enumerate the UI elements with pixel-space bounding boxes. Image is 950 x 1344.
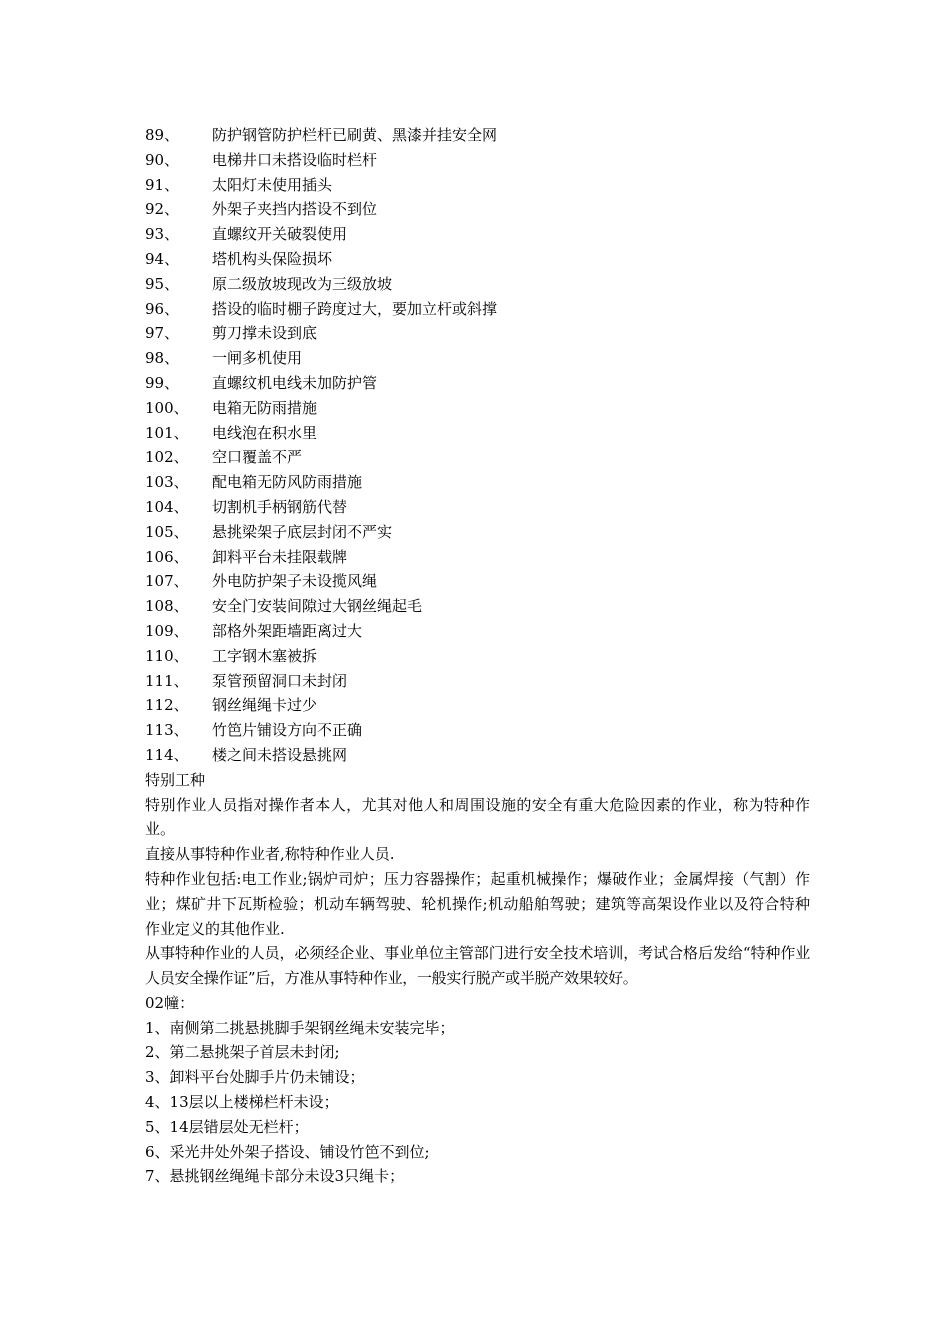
list-item xyxy=(145,644,810,669)
list-item xyxy=(145,297,810,322)
list-item: 3、卸料平台处脚手片仍未铺设； xyxy=(145,1068,365,1087)
list-item xyxy=(145,222,810,247)
document-body xyxy=(145,123,810,1189)
list-item xyxy=(145,669,810,694)
item-number: 95、 xyxy=(145,274,180,293)
item-text: 直螺纹开关破裂使用 xyxy=(212,225,348,244)
list-item xyxy=(145,321,810,346)
item-text: 外电防护架子未设揽风绳 xyxy=(212,572,378,591)
list-item xyxy=(145,421,810,446)
list-item xyxy=(145,445,810,470)
list-item: 4、13层以上楼梯栏杆未设； xyxy=(145,1093,339,1112)
item-text: 防护钢管防护栏杆已刷黄、黑漆并挂安全网 xyxy=(212,126,498,144)
item-number: 92、 xyxy=(145,200,180,219)
item-number: 97、 xyxy=(145,324,180,343)
list-item xyxy=(145,197,810,222)
list-item xyxy=(145,173,810,198)
item-number: 105、 xyxy=(145,522,189,541)
list-item: 2、第二悬挑架子首层未封闭; xyxy=(145,1043,340,1062)
training-paragraph: 从事特种作业的人员，必须经企业、事业单位主管部门进行安全技术培训，考试合格后发给“特种作业人员安全操作证”后，方准从事特种作业，一般实行脱产或半脱产效果较好。 xyxy=(145,944,810,988)
item-text: 太阳灯未使用插头 xyxy=(212,175,333,194)
item-text: 一闸多机使用 xyxy=(212,349,303,368)
item-number: 91、 xyxy=(145,175,180,194)
item-text: 安全门安装间隙过大钢丝绳起毛 xyxy=(212,597,423,616)
item-number: 107、 xyxy=(145,572,189,591)
section-heading: 特别工种 xyxy=(145,770,206,789)
item-number: 112、 xyxy=(145,696,189,715)
item-text: 钢丝绳绳卡过少 xyxy=(212,696,318,715)
item-text: 空口覆盖不严 xyxy=(212,448,303,467)
item-text: 配电箱无防风防雨措施 xyxy=(212,473,363,492)
item-text: 原二级放坡现改为三级放坡 xyxy=(212,274,393,293)
item-number: 90、 xyxy=(145,150,180,169)
list-item xyxy=(145,743,810,768)
item-text: 悬挑梁架子底层封闭不严实 xyxy=(212,522,393,541)
item-number: 106、 xyxy=(145,547,189,566)
list-item: 1、南侧第二挑悬挑脚手架钢丝绳未安装完毕； xyxy=(145,1018,455,1037)
building-issue-list xyxy=(145,1016,810,1190)
list-item xyxy=(145,520,810,545)
list-item xyxy=(145,396,810,421)
item-text: 电梯井口未搭设临时栏杆 xyxy=(212,150,378,169)
item-text: 电箱无防雨措施 xyxy=(212,398,318,417)
scope-paragraph: 特种作业包括:电工作业;锅炉司炉；压力容器操作；起重机械操作；爆破作业；金属焊接（气割）作业；煤矿井下瓦斯检验；机动车辆驾驶、轮机操作;机动船舶驾驶；建筑等高架设作业以及符合特种作业定义的其他作业. xyxy=(145,869,810,938)
item-text: 剪刀撑未设到底 xyxy=(212,324,318,343)
item-text: 卸料平台未挂限载牌 xyxy=(212,547,348,566)
list-item xyxy=(145,346,810,371)
building-heading: 02幢： xyxy=(145,993,195,1012)
list-item xyxy=(145,123,810,148)
list-item xyxy=(145,470,810,495)
personnel-paragraph: 直接从事特种作业者,称特种作业人员. xyxy=(145,845,395,864)
list-item xyxy=(145,272,810,297)
list-item xyxy=(145,371,810,396)
list-item xyxy=(145,545,810,570)
definition-paragraph: 特别作业人员指对操作者本人，尤其对他人和周围设施的安全有重大危险因素的作业，称为特种作业。 xyxy=(145,795,810,839)
list-item xyxy=(145,247,810,272)
item-text: 外架子夹挡内搭设不到位 xyxy=(212,200,378,219)
list-item xyxy=(145,569,810,594)
item-number: 99、 xyxy=(145,373,180,392)
item-text: 工字钢木塞被拆 xyxy=(212,646,318,665)
list-item xyxy=(145,148,810,173)
item-number: 111、 xyxy=(145,671,189,690)
list-item: 5、14层错层处无栏杆； xyxy=(145,1117,309,1136)
item-text: 部格外架距墙距离过大 xyxy=(212,621,363,640)
list-item xyxy=(145,619,810,644)
item-text: 楼之间未搭设悬挑网 xyxy=(212,745,348,764)
item-text: 搭设的临时棚子跨度过大，要加立杆或斜撑 xyxy=(212,299,498,318)
item-number: 102、 xyxy=(145,448,189,467)
item-text: 直螺纹机电线未加防护管 xyxy=(212,373,378,392)
item-number: 89、 xyxy=(145,126,180,144)
hazard-list xyxy=(145,123,810,768)
list-item: 7、悬挑钢丝绳绳卡部分未设3只绳卡； xyxy=(145,1167,405,1186)
item-number: 100、 xyxy=(145,398,189,417)
item-text: 竹笆片铺设方向不正确 xyxy=(212,721,363,740)
item-number: 96、 xyxy=(145,299,180,318)
item-text: 泵管预留洞口未封闭 xyxy=(212,671,348,690)
item-number: 108、 xyxy=(145,597,189,616)
item-number: 114、 xyxy=(145,745,189,764)
item-text: 塔机构头保险损坏 xyxy=(212,249,333,268)
list-item xyxy=(145,594,810,619)
item-number: 113、 xyxy=(145,721,189,740)
list-item xyxy=(145,693,810,718)
list-item: 6、采光井处外架子搭设、铺设竹笆不到位; xyxy=(145,1142,430,1161)
list-item xyxy=(145,718,810,743)
item-text: 电线泡在积水里 xyxy=(212,423,318,442)
item-text: 切割机手柄钢筋代替 xyxy=(212,497,348,516)
item-number: 104、 xyxy=(145,497,189,516)
item-number: 93、 xyxy=(145,225,180,244)
item-number: 98、 xyxy=(145,349,180,368)
item-number: 109、 xyxy=(145,621,189,640)
item-number: 103、 xyxy=(145,473,189,492)
item-number: 101、 xyxy=(145,423,189,442)
list-item xyxy=(145,495,810,520)
item-number: 110、 xyxy=(145,646,189,665)
item-number: 94、 xyxy=(145,249,180,268)
